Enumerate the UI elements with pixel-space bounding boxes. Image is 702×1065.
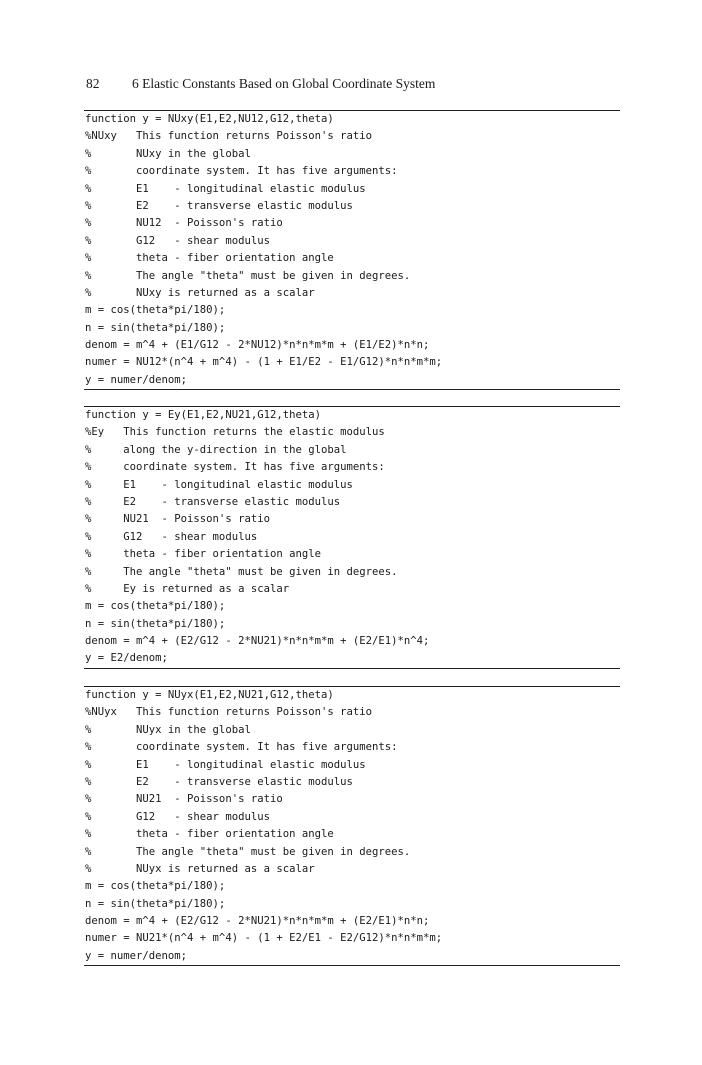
code-line: % The angle "theta" must be given in degrees. — [85, 845, 411, 858]
code-line: % G12 - shear modulus — [85, 234, 270, 247]
code-line: % theta - fiber orientation angle — [85, 252, 334, 265]
chapter-title: 6 Elastic Constants Based on Global Coordinate System — [132, 76, 436, 91]
code-line: numer = NU12*(n^4 + m^4) - (1 + E1/E2 - E1/G12)*n*n*m*m; — [85, 356, 443, 369]
code-line: function y = NUxy(E1,E2,NU12,G12,theta) — [85, 113, 334, 125]
code-line: n = sin(theta*pi/180); — [85, 617, 226, 630]
code-line: y = E2/denom; — [85, 652, 168, 665]
code-line: m = cos(theta*pi/180); — [85, 880, 226, 893]
code-line: n = sin(theta*pi/180); — [85, 321, 226, 334]
code-line: % theta - fiber orientation angle — [85, 828, 334, 841]
code-block-nuxy — [84, 110, 620, 390]
code-line: y = numer/denom; — [85, 373, 188, 386]
code-line: % E2 - transverse elastic modulus — [85, 775, 353, 788]
code-line: % coordinate system. It has five arguments: — [85, 461, 385, 474]
code-line: % along the y-direction in the global — [85, 443, 347, 456]
code-line: % E1 - longitudinal elastic modulus — [85, 758, 366, 771]
code-line: numer = NU21*(n^4 + m^4) - (1 + E2/E1 - E2/G12)*n*n*m*m; — [85, 932, 443, 945]
code-line: function y = Ey(E1,E2,NU21,G12,theta) — [85, 409, 321, 421]
code-line: m = cos(theta*pi/180); — [85, 304, 226, 317]
code-line: % NUyx is returned as a scalar — [85, 862, 315, 875]
code-block-nuyx — [84, 686, 620, 966]
code-line: % The angle "theta" must be given in degrees. — [85, 565, 398, 578]
code-line: function y = NUyx(E1,E2,NU21,G12,theta) — [85, 689, 334, 701]
code-line: % NUxy is returned as a scalar — [85, 286, 315, 299]
code-line: denom = m^4 + (E1/G12 - 2*NU12)*n*n*m*m + (E1/E2)*n*n; — [85, 339, 430, 352]
code-line: % NU12 - Poisson's ratio — [85, 217, 283, 230]
code-line: % E1 - longitudinal elastic modulus — [85, 478, 353, 491]
code-line: % G12 - shear modulus — [85, 810, 270, 823]
code-line: denom = m^4 + (E2/G12 - 2*NU21)*n*n*m*m + (E2/E1)*n*n; — [85, 915, 430, 928]
code-line: m = cos(theta*pi/180); — [85, 600, 226, 613]
code-line: % Ey is returned as a scalar — [85, 582, 290, 595]
code-line: % NUxy in the global — [85, 147, 251, 160]
page-number: 82 — [86, 76, 100, 91]
code-line: % E1 - longitudinal elastic modulus — [85, 182, 366, 195]
code-line: %NUxy This function returns Poisson's ratio — [85, 130, 373, 143]
code-line: % NU21 - Poisson's ratio — [85, 513, 270, 526]
code-block-ey — [84, 406, 620, 669]
code-line: % NUyx in the global — [85, 723, 251, 736]
code-line: denom = m^4 + (E2/G12 - 2*NU21)*n*n*m*m + (E2/E1)*n^4; — [85, 635, 430, 648]
running-header — [86, 76, 626, 96]
code-line: %Ey This function returns the elastic modulus — [85, 426, 385, 439]
code-line: % G12 - shear modulus — [85, 530, 258, 543]
code-line: % The angle "theta" must be given in degrees. — [85, 269, 411, 282]
code-line: n = sin(theta*pi/180); — [85, 897, 226, 910]
code-line: % E2 - transverse elastic modulus — [85, 199, 353, 212]
code-line: %NUyx This function returns Poisson's ratio — [85, 706, 373, 719]
code-line: % coordinate system. It has five arguments: — [85, 165, 398, 178]
code-line: % coordinate system. It has five arguments: — [85, 741, 398, 754]
code-line: % theta - fiber orientation angle — [85, 548, 321, 561]
code-line: y = numer/denom; — [85, 949, 188, 962]
code-line: % NU21 - Poisson's ratio — [85, 793, 283, 806]
code-line: % E2 - transverse elastic modulus — [85, 495, 341, 508]
